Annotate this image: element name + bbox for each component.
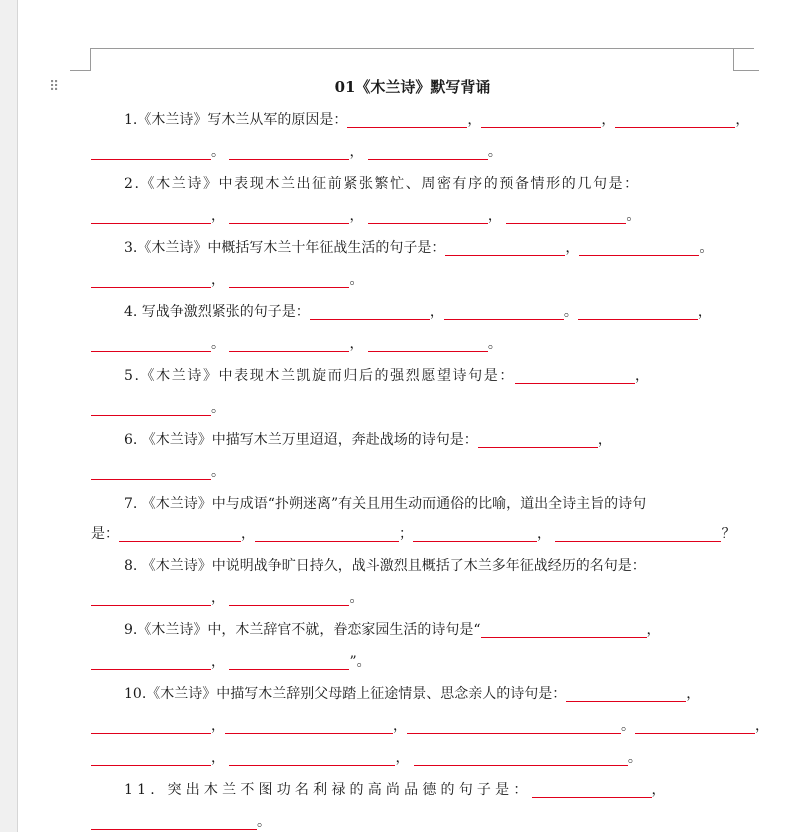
question-2-line-2: ， ， ， 。 <box>91 205 751 227</box>
question-2-prompt: 2.《木兰诗》中表现木兰出征前紧张繁忙、周密有序的预备情形的几句是： <box>124 176 640 192</box>
answer-blank[interactable] <box>229 208 349 224</box>
question-2-line-1 <box>91 173 784 195</box>
answer-blank[interactable] <box>347 112 467 128</box>
answer-blank[interactable] <box>91 590 211 606</box>
answer-blank[interactable] <box>310 304 430 320</box>
answer-blank[interactable] <box>91 464 211 480</box>
question-6-prompt: 6. 《木兰诗》中描写木兰万里迢迢，奔赴战场的诗句是： <box>124 432 478 448</box>
answer-blank[interactable] <box>91 208 211 224</box>
answer-blank[interactable] <box>579 240 699 256</box>
answer-blank[interactable] <box>481 112 601 128</box>
question-4-line-2: 。 ， 。 <box>91 333 751 355</box>
question-6-line-1: 6. 《木兰诗》中描写木兰万里迢迢，奔赴战场的诗句是： ， <box>124 432 612 448</box>
question-4-line-1: 4. 写战争激烈紧张的句子是： ， 。 ， <box>124 304 712 320</box>
answer-blank[interactable] <box>91 336 211 352</box>
answer-blank[interactable] <box>615 112 735 128</box>
question-9-line-2: ， ”。 <box>91 651 751 673</box>
answer-blank[interactable] <box>515 368 635 384</box>
question-8-line-2: ， 。 <box>91 587 751 609</box>
question-7-prompt: 7. 《木兰诗》中与成语“扑朔迷离”有关且用生动而通俗的比喻，道出全诗主旨的诗句 <box>124 496 647 512</box>
answer-blank[interactable] <box>635 718 755 734</box>
answer-blank[interactable] <box>255 526 399 542</box>
answer-blank[interactable] <box>229 336 349 352</box>
question-1-prompt: 1.《木兰诗》写木兰从军的原因是： <box>124 112 348 128</box>
question-8-line-1 <box>91 555 784 577</box>
question-9-line-1: 9.《木兰诗》中，木兰辞官不就，眷恋家园生活的诗句是“ ， <box>124 622 661 638</box>
left-gutter <box>0 0 18 832</box>
question-5-prompt: 5.《木兰诗》中表现木兰凯旋而归后的强烈愿望诗句是： <box>124 368 515 384</box>
answer-blank[interactable] <box>368 336 488 352</box>
question-11-line-1: 11. 突出木兰不图功名利禄的高尚品德的句子是： ， <box>124 782 666 798</box>
answer-blank[interactable] <box>229 750 395 766</box>
answer-blank[interactable] <box>91 144 211 160</box>
answer-blank[interactable] <box>91 750 211 766</box>
answer-blank[interactable] <box>225 718 393 734</box>
question-1-line-2: 。 ， 。 <box>91 141 751 163</box>
question-3-line-2: ， 。 <box>91 269 751 291</box>
answer-blank[interactable] <box>506 208 626 224</box>
answer-blank[interactable] <box>91 272 211 288</box>
answer-blank[interactable] <box>229 272 349 288</box>
answer-blank[interactable] <box>445 240 565 256</box>
question-9-prompt: 9.《木兰诗》中，木兰辞官不就，眷恋家园生活的诗句是“ <box>124 622 481 638</box>
question-5-line-1: 5.《木兰诗》中表现木兰凯旋而归后的强烈愿望诗句是： ， <box>124 368 649 384</box>
answer-blank[interactable] <box>555 526 721 542</box>
answer-blank[interactable] <box>91 654 211 670</box>
question-3-prompt: 3.《木兰诗》中概括写木兰十年征战生活的句子是： <box>124 240 446 256</box>
question-1-line-1: 1.《木兰诗》写木兰从军的原因是： ， ， ， <box>124 112 750 128</box>
answer-blank[interactable] <box>91 400 211 416</box>
answer-blank[interactable] <box>229 654 349 670</box>
question-11-prompt: 11. 突出木兰不图功名利禄的高尚品德的句子是： <box>124 782 532 798</box>
question-7-line-2: 是： ， ； ， ？ <box>91 526 736 542</box>
answer-blank[interactable] <box>578 304 698 320</box>
answer-blank[interactable] <box>119 526 241 542</box>
question-3-line-1: 3.《木兰诗》中概括写木兰十年征战生活的句子是： ， 。 <box>124 240 714 256</box>
drag-handle-icon[interactable]: ⠿ <box>49 79 58 95</box>
crop-mark-left-vertical <box>90 48 91 70</box>
question-7-line-1 <box>91 493 784 515</box>
question-10-prompt: 10.《木兰诗》中描写木兰辞别父母踏上征途情景、思念亲人的诗句是： <box>124 686 567 702</box>
crop-mark-right-horizontal <box>733 70 759 71</box>
question-11-line-2: 。 <box>91 811 751 833</box>
answer-blank[interactable] <box>566 686 686 702</box>
answer-blank[interactable] <box>368 144 488 160</box>
answer-blank[interactable] <box>481 622 647 638</box>
question-10-line-2: ， ， 。 ， <box>91 715 751 737</box>
answer-blank[interactable] <box>414 750 628 766</box>
answer-blank[interactable] <box>91 814 257 830</box>
crop-mark-left-horizontal <box>70 70 91 71</box>
answer-blank[interactable] <box>91 718 211 734</box>
crop-mark-right-vertical <box>733 48 734 70</box>
answer-blank[interactable] <box>413 526 537 542</box>
question-6-line-2: 。 <box>91 461 751 483</box>
question-10-line-3: ， ， 。 <box>91 747 751 769</box>
answer-blank[interactable] <box>229 144 349 160</box>
answer-blank[interactable] <box>229 590 349 606</box>
question-4-prompt: 4. 写战争激烈紧张的句子是： <box>124 304 310 320</box>
answer-blank[interactable] <box>368 208 488 224</box>
answer-blank[interactable] <box>478 432 598 448</box>
page-top-border <box>90 48 754 49</box>
question-8-prompt: 8. 《木兰诗》中说明战争旷日持久，战斗激烈且概括了木兰多年征战经历的名句是： <box>124 558 646 574</box>
question-10-line-1: 10.《木兰诗》中描写木兰辞别父母踏上征途情景、思念亲人的诗句是： ， <box>124 686 701 702</box>
document-title: 01《木兰诗》默写背诵 <box>334 78 491 96</box>
question-5-line-2: 。 <box>91 397 751 419</box>
answer-blank[interactable] <box>532 782 652 798</box>
answer-blank[interactable] <box>444 304 564 320</box>
answer-blank[interactable] <box>407 718 621 734</box>
